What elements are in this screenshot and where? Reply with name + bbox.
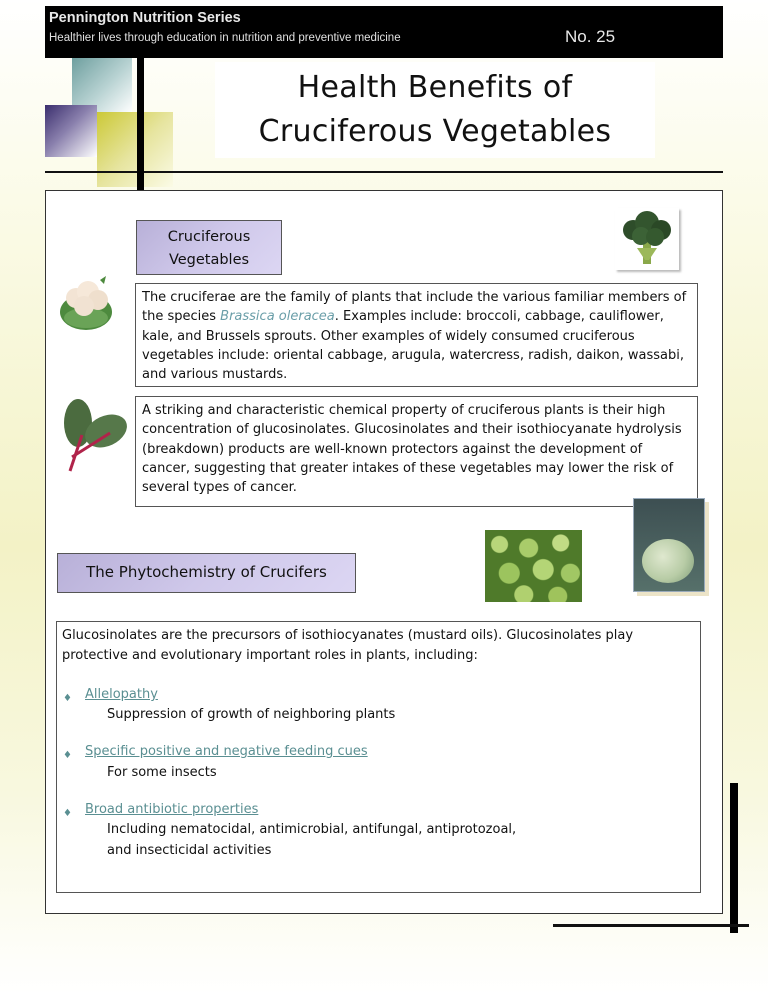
decorative-square-purple [45, 105, 97, 157]
bullet-diamond-icon: ♦ [63, 693, 72, 704]
section-label-phytochemistry: The Phytochemistry of Crucifers [57, 553, 356, 593]
item-title-allelopathy[interactable]: Allelopathy [85, 687, 158, 702]
series-name: Pennington Nutrition Series [49, 10, 241, 26]
decorative-square-yellow [97, 112, 173, 187]
decorative-vertical-bar-top [137, 58, 144, 190]
decorative-horizontal-rule-bottom [553, 924, 749, 927]
decorative-vertical-bar-bottom [730, 783, 738, 933]
item-desc-antibiotic-line-1: Including nematocidal, antimicrobial, antifungal, antiprotozoal, [107, 822, 517, 837]
section-label-line-1: Cruciferous [167, 229, 251, 245]
swiss-chard-image [60, 395, 132, 475]
item-desc-antibiotic-line-2: and insecticidal activities [107, 843, 272, 858]
cabbage-head [642, 539, 694, 583]
section-label-cruciferous-vegetables [136, 220, 282, 275]
para-text: A striking and characteristic chemical property of cruciferous plants is their high concentration of glucosinolates. Glucosinolates and their isothiocyanate hydrolysis (breakdown) products are well-known protectors against the development of cancer, suggesting that greater intakes of these vegetables may lower the risk of several types of cancer. [142, 403, 682, 496]
phytochemistry-intro: Glucosinolates are the precursors of isothiocyanates (mustard oils). Glucosinolates play protective and evolutionary important roles in plants, including: [62, 628, 634, 663]
title-box [215, 62, 655, 158]
phytochemistry-content [56, 621, 701, 893]
cabbage-image [633, 498, 705, 592]
item-title-antibiotic[interactable]: Broad antibiotic properties [85, 802, 259, 817]
cauliflower-image [56, 272, 116, 334]
decorative-horizontal-rule-top [45, 171, 723, 173]
title-line-1: Health Benefits of [297, 70, 573, 105]
glucosinolates-description [135, 396, 698, 507]
para-text: The cruciferae are the family of plants that include the various familiar members of the species [142, 290, 687, 325]
item-title-feeding-cues[interactable]: Specific positive and negative feeding cues [85, 744, 368, 759]
cruciferae-description [135, 283, 698, 387]
bullet-diamond-icon: ♦ [63, 750, 72, 761]
header-banner [45, 6, 723, 58]
section-label-line-2: Vegetables [168, 252, 250, 268]
page-title [215, 66, 655, 154]
issue-number: No. 25 [565, 27, 616, 46]
para-text: . Examples include: broccoli, cabbage, cauliflower, kale, and Brussels sprouts. Other examples of widely consumed cruciferous vegetables include: oriental cabbage, arugula, watercress, radish, daikon, wassabi, and various mustards. [142, 309, 685, 383]
species-name: Brassica oleracea [220, 309, 335, 325]
title-line-2: Cruciferous Vegetables [258, 114, 612, 149]
item-desc-allelopathy: Suppression of growth of neighboring plants [107, 707, 396, 722]
item-desc-feeding-cues: For some insects [107, 765, 217, 780]
broccoli-image [615, 208, 679, 270]
series-tagline: Healthier lives through education in nutrition and preventive medicine [49, 32, 401, 44]
brussels-sprouts-image [485, 530, 582, 602]
bullet-diamond-icon: ♦ [63, 808, 72, 819]
